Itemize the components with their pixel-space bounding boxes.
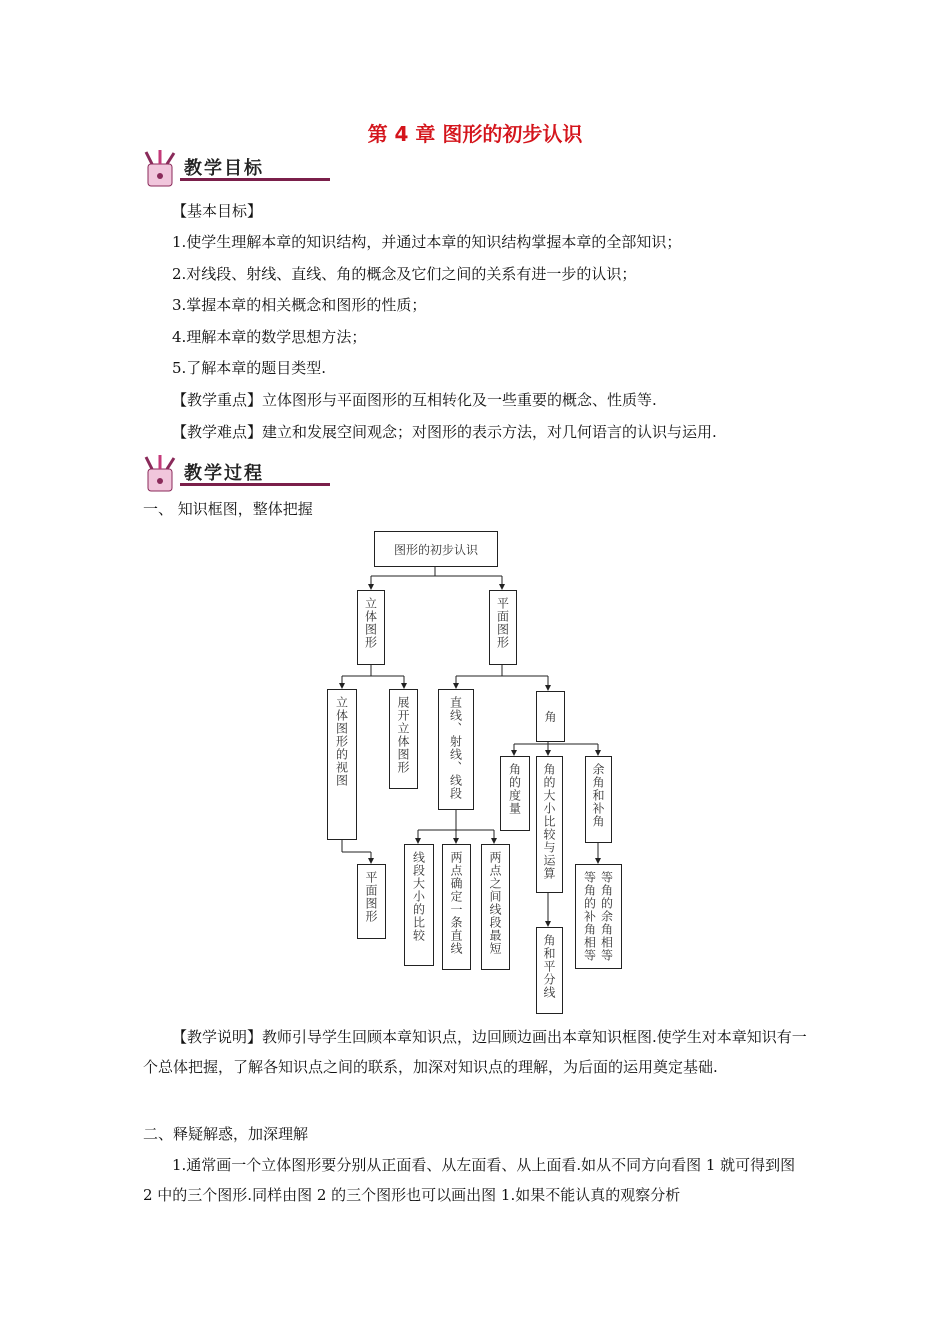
node-equal-angles — [575, 864, 622, 969]
part1-heading: 一、 知识框图，整体把握 — [143, 500, 313, 518]
explanation-label: 【教学说明】 — [172, 1028, 263, 1046]
node-plane: 平面图形 — [489, 590, 517, 665]
part2-heading: 二、释疑解惑，加深理解 — [143, 1125, 309, 1143]
node-lines: 直线、射线、线段 — [438, 689, 474, 810]
key-points-label: 【教学重点】 — [172, 391, 263, 409]
goal-item: 5.了解本章的题目类型. — [172, 359, 327, 377]
explanation-text: 教师引导学生回顾本章知识点，边回顾边画出本章知识框图.使学生对本章知识有一个总体把握，了解各知识点之间的联系，加深对知识点的理解，为后面的运用奠定基础. — [143, 1028, 807, 1076]
difficult-points-text: 建立和发展空间观念；对图形的表示方法，对几何语言的认识与运用. — [262, 423, 717, 441]
node-solid: 立体图形 — [357, 590, 385, 665]
node-comp-supp: 余角和补角 — [585, 756, 612, 843]
difficult-points-label: 【教学难点】 — [172, 423, 263, 441]
node-bisector: 角和平分线 — [536, 927, 563, 1014]
node-unfold: 展开立体图形 — [389, 689, 418, 789]
node-seg-compare: 线段大小的比较 — [404, 844, 434, 966]
page-title: 第 4 章 图形的初步认识 — [367, 122, 583, 146]
goal-item: 2.对线段、射线、直线、角的概念及它们之间的关系有进一步的认识； — [172, 265, 637, 283]
node-views: 立体图形的视图 — [327, 689, 357, 840]
node-angle-measure: 角的度量 — [500, 756, 530, 831]
goal-item: 1.使学生理解本章的知识结构，并通过本章的知识结构掌握本章的全部知识； — [172, 233, 682, 251]
equal-angles-col1: 等角的余角相等 — [599, 871, 614, 962]
process-banner-label: 教学过程 — [184, 463, 264, 484]
goals-banner-label: 教学目标 — [184, 158, 264, 179]
node-shortest: 两点之间线段最短 — [481, 844, 510, 970]
node-angle-compare: 角的大小比较与运算 — [536, 756, 563, 893]
equal-angles-col2: 等角的补角相等 — [582, 871, 597, 962]
key-points-text: 立体图形与平面图形的互相转化及一些重要的概念、性质等. — [262, 391, 657, 409]
basic-goals-heading: 【基本目标】 — [172, 202, 263, 220]
node-plane-fig: 平面图形 — [357, 864, 386, 939]
node-angle: 角 — [536, 691, 565, 742]
part2-paragraph: 1.通常画一个立体图形要分别从正面看、从左面看、从上面看.如从不同方向看图 1 就可得到图 2 中的三个图形.同样由图 2 的三个图形也可以画出图 1.如果不能认真的观察分析 — [143, 1156, 796, 1204]
node-two-points: 两点确定一条直线 — [442, 844, 471, 970]
teaching-explanation — [143, 1022, 808, 1082]
node-root: 图形的初步认识 — [374, 531, 498, 567]
goal-item: 4.理解本章的数学思想方法； — [172, 328, 367, 346]
goal-item: 3.掌握本章的相关概念和图形的性质； — [172, 296, 427, 314]
